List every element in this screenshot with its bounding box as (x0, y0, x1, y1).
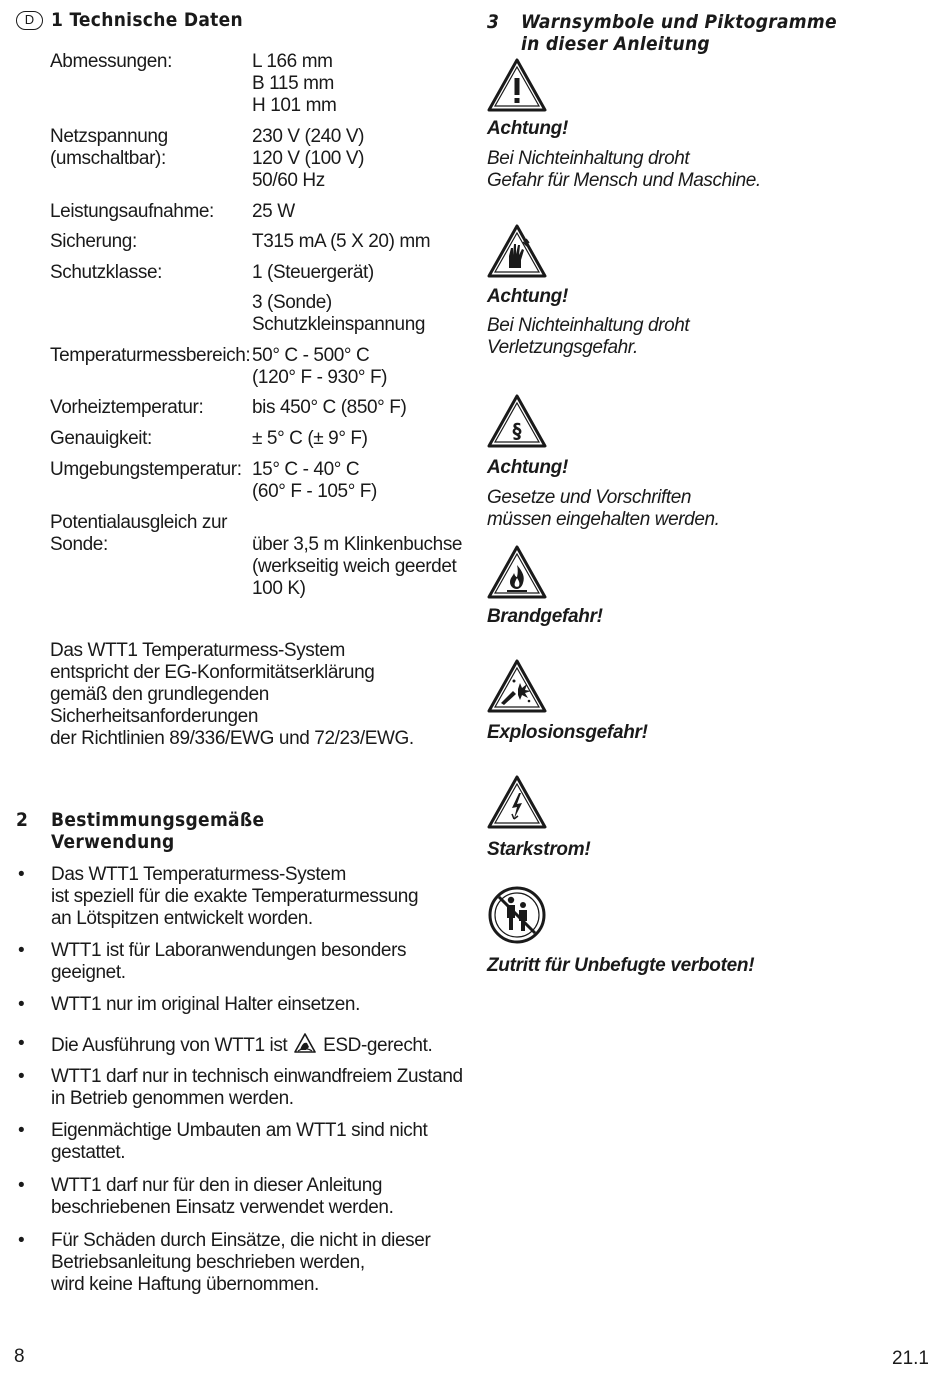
section-3-number: 3 (487, 11, 500, 33)
warning-symbol-entry (487, 394, 547, 453)
warning-description: Bei Nichteinhaltung droht Gefahr für Mensch und Maschine. (487, 148, 761, 191)
exclamation-warning-icon (487, 58, 547, 112)
bullet-text: WTT1 darf nur in technisch einwandfreiem Zustand in Betrieb genommen werden. (51, 1066, 463, 1109)
spec-value: 230 V (240 V) 120 V (100 V) 50/60 Hz (252, 126, 365, 191)
bullet-marker: • (18, 1175, 25, 1196)
spec-label: Temperaturmessbereich: (50, 345, 251, 366)
section-1-heading (51, 9, 243, 31)
bullet-text: WTT1 ist für Laboranwendungen besonders geeignet. (51, 940, 407, 983)
esd-text-before: Die Ausführung von WTT1 ist (51, 1035, 288, 1056)
bullet-text: WTT1 nur im original Halter einsetzen. (51, 994, 360, 1015)
spec-label: Schutzklasse: (50, 262, 163, 283)
svg-text:§: § (512, 419, 522, 443)
spec-value: 25 W (252, 201, 295, 222)
bullet-text: Eigenmächtige Umbauten am WTT1 sind nicht gestattet. (51, 1120, 428, 1163)
esd-icon (294, 1033, 316, 1053)
bullet-marker: • (18, 994, 25, 1015)
no-unauthorized-entry-icon (487, 885, 547, 945)
bullet-text (51, 1033, 471, 1057)
warning-symbol-entry (487, 545, 547, 604)
warning-symbol-entry (487, 775, 547, 834)
explosion-warning-icon (487, 659, 547, 713)
spec-value: 1 (Steuergerät) (252, 262, 374, 283)
spec-label: Umgebungstemperatur: (50, 459, 242, 480)
section-2-number: 2 (16, 809, 29, 831)
warning-title: Achtung! (487, 457, 568, 478)
section-1-title: Technische Daten (69, 9, 244, 31)
section-2-title: Bestimmungsgemäße Verwendung (51, 809, 265, 853)
warning-symbol-entry (487, 885, 547, 950)
warning-symbol-entry (487, 58, 547, 117)
spec-value: 50° C - 500° C (120° F - 930° F) (252, 345, 388, 388)
warning-description: Gesetze und Vorschriften müssen eingehalten werden. (487, 487, 720, 530)
section-3-title: Warnsymbole und Piktogramme in dieser Anleitung (521, 11, 837, 55)
bullet-marker: • (18, 940, 25, 961)
spec-value: T315 mA (5 X 20) mm (252, 231, 431, 252)
spec-value: ± 5° C (± 9° F) (252, 428, 368, 449)
warning-description: Bei Nichteinhaltung droht Verletzungsgefahr. (487, 315, 690, 358)
spec-value: L 166 mm B 115 mm H 101 mm (252, 51, 337, 116)
high-voltage-warning-icon (487, 775, 547, 829)
spec-label: Sicherung: (50, 231, 137, 252)
section-1-number: 1 (51, 9, 64, 31)
spec-label: Genauigkeit: (50, 428, 152, 449)
bullet-text: Für Schäden durch Einsätze, die nicht in dieser Betriebsanleitung beschrieben werden, wird keine Haftung übernommen. (51, 1230, 431, 1295)
warning-title: Brandgefahr! (487, 606, 603, 627)
warning-symbol-entry (487, 224, 547, 283)
fire-warning-icon (487, 545, 547, 599)
warning-title: Starkstrom! (487, 839, 591, 860)
document-version: 21.1 (892, 1348, 929, 1369)
warning-title: Achtung! (487, 286, 568, 307)
spec-label: Vorheiztemperatur: (50, 397, 204, 418)
conformity-statement: Das WTT1 Temperaturmess-System entspricht der EG-Konformitätserklärung gemäß den grundlegenden Sicherheitsanforderungen der Richtlinien 89/336/EWG und 72/23/EWG. (50, 640, 414, 749)
spec-label: Netzspannung (umschaltbar): (50, 126, 168, 169)
language-badge: D (16, 11, 43, 30)
esd-text-after: ESD-gerecht. (323, 1035, 433, 1056)
warning-title: Zutritt für Unbefugte verboten! (487, 955, 755, 976)
paragraph-warning-icon (487, 394, 547, 448)
spec-label: Abmessungen: (50, 51, 172, 72)
warning-title: Explosionsgefahr! (487, 722, 648, 743)
bullet-marker: • (18, 1230, 25, 1251)
page-number: 8 (14, 1346, 25, 1367)
warning-title: Achtung! (487, 118, 568, 139)
spec-value: bis 450° C (850° F) (252, 397, 407, 418)
warning-symbol-entry (487, 659, 547, 718)
bullet-marker: • (18, 1033, 25, 1054)
hand-injury-warning-icon (487, 224, 547, 278)
spec-value: 15° C - 40° C (60° F - 105° F) (252, 459, 377, 502)
spec-label: Potentialausgleich zur Sonde: (50, 512, 228, 555)
bullet-marker: • (18, 1120, 25, 1141)
bullet-marker: • (18, 1066, 25, 1087)
spec-value: 3 (Sonde) Schutzkleinspannung (252, 292, 426, 335)
bullet-marker: • (18, 864, 25, 885)
spec-label: Leistungsaufnahme: (50, 201, 214, 222)
bullet-text: WTT1 darf nur für den in dieser Anleitung beschriebenen Einsatz verwendet werden. (51, 1175, 394, 1218)
spec-value: über 3,5 m Klinkenbuchse (werkseitig weich geerdet 100 K) (252, 534, 463, 599)
bullet-text: Das WTT1 Temperaturmess-System ist speziell für die exakte Temperaturmessung an Lötspitzen entwickelt worden. (51, 864, 419, 929)
